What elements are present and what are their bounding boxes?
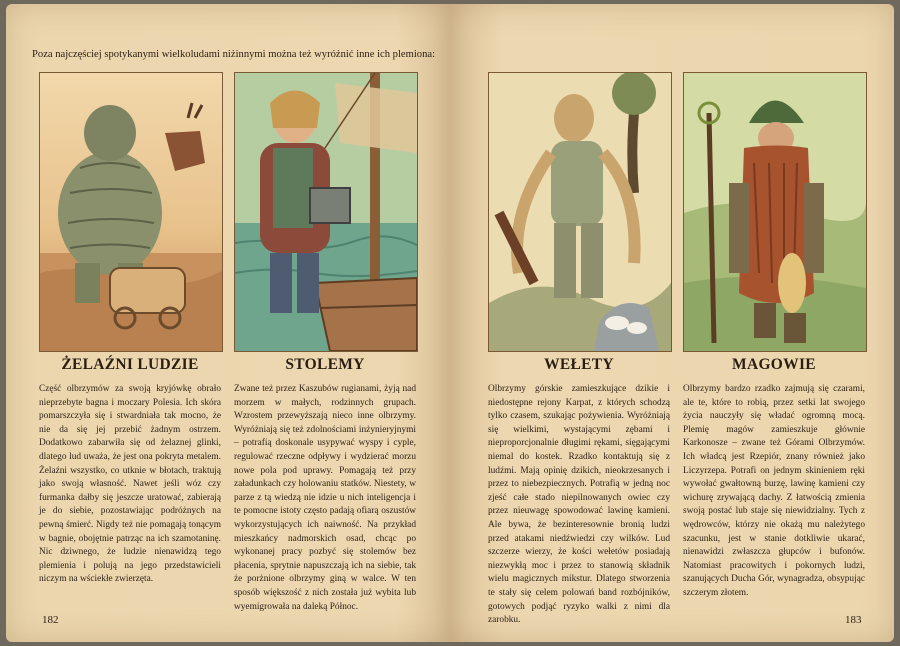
- section-paragraph: Zwane też przez Kaszubów rugianami, żyją nad morzem w małych, rodzinnych grupach. Wzrostem przewyższają nieco inne olbrzymy. Wyróżniają się też zdolnościami inżynieryjnymi – potrafią doskonale usypywać wyspy i cyple, regulować rzeczne odpływy i wydzierać morzu nowe pola pod uprawy. Pomagają też przy załadunkach czy holowaniu statków. Niestety, w parze z tą wiedzą nie idzie u nich inteligencja i te pomocne istoty często padają ofiarą oszustów wykorzystujących ich naiwność. Na przykład mieszkańcy nadmorskich osad, chcąc po wykonanej pracy pozbyć się stolemów bez płacenia, sprytnie napuszczają ich na siebie, tak że porżnione olbrzymy giną w walce. W ten sposób większość z nich została już wybita lub wyemigrowała na daleką Północ.: [234, 384, 416, 612]
- book-spread: [6, 4, 894, 642]
- section-heading: WEŁETY: [544, 356, 614, 373]
- left-page: [6, 4, 450, 642]
- section-body: [488, 383, 670, 628]
- page-number: 183: [845, 614, 862, 626]
- illustration-welety: [488, 72, 672, 352]
- section-body: [39, 383, 221, 587]
- illustration-zelazni-ludzie: [39, 72, 223, 352]
- page-number: 182: [42, 614, 59, 626]
- section-paragraph: Olbrzymy górskie zamieszkujące dzikie i niedostępne rejony Karpat, z których schodzą tylko czasem, szukając pożywienia. Wyróżniają się wielkimi, wystającymi zębami i nieproporcjonalnie długimi rękami, sięgającymi niemal do kostek. Rzadko kontaktują się z ludźmi. Mają opinię dzikich, nieokrzesanych i przez to niebezpiecznych. Potrafią w jedną noc zjeść całe stado niepilnowanych owiec czy przez nieuwagę spowodować lawinę kamieni. Ale bywa, że bezinteresownie bronią ludzi przed atakami niedźwiedzi czy wilków. Lud szczerze wierzy, że kości wełetów posiadają niezwykłą moc i przez to stanowią składnik wielu magicznych mikstur. Dlatego stworzenia te stały się celem polowań band rozbójników, gotowych podjąć ryzyko walki z nimi dla zarobku.: [488, 384, 670, 626]
- right-page: [450, 4, 894, 642]
- section-heading: MAGOWIE: [732, 356, 816, 373]
- section-heading: ŻELAŹNI LUDZIE: [61, 356, 199, 373]
- section-heading: STOLEMY: [285, 356, 365, 373]
- section-body: [683, 383, 865, 601]
- section-body: [234, 383, 416, 614]
- section-paragraph: Olbrzymy bardzo rzadko zajmują się czarami, ale te, które to robią, przez setki lat swojego życia nauczyły się władać ogromną mocą. Plemię magów zamieszkuje głównie Karkonosze – zwane też Górami Olbrzymów. Ich władcą jest Rzepiór, znany również jako Liczyrzepa. Potrafi on jednym skinieniem ręki wywołać gwałtowną burzę, lawinę kamieni czy wichurę zrywającą dachy. Z łatwością zmienia swoją postać lub staje się niewidzialny. Tych z wędrowców, którzy nie okażą mu należytego szacunku, jest w stanie dotkliwie ukarać, nienawidzi zwłaszcza głupców i bufonów. Natomiast pracowitych i pokornych ludzi, szanujących Ducha Gór, wynagradza, obsypując szczerym złotem.: [683, 384, 865, 598]
- section-paragraph: Część olbrzymów za swoją kryjówkę obrało nieprzebyte bagna i moczary Polesia. Ich skóra pomarszczyła się i stwardniała tak mocno, że nie da się jej przebić żadnym ostrzem. Dodatkowo zabarwiła się od żelaznej glinki, dlatego lud uważa, że jest ona pokryta metalem. Żelaźni wszystko, co utknie w błotach, traktują jako swoją własność. Nawet jeśli wóz czy furmanka dałby się jeszcze uratować, zabierają je do siebie, pozostawiając podróżnych na pewną śmierć. Nigdy też nie pomagają tonącym w bagnie, obojętnie patrząc na ich szamotaninę. Nic dziwnego, że ludzie nienawidzą tego plemienia i polują na jego przedstawicieli niczym na wściekłe zwierzęta.: [39, 384, 221, 585]
- illustration-magowie: [683, 72, 867, 352]
- intro-text: Poza najczęściej spotykanymi wielkoludami niżinnymi można też wyróżnić inne ich plemiona:: [32, 49, 436, 60]
- illustration-stolemy: [234, 72, 418, 352]
